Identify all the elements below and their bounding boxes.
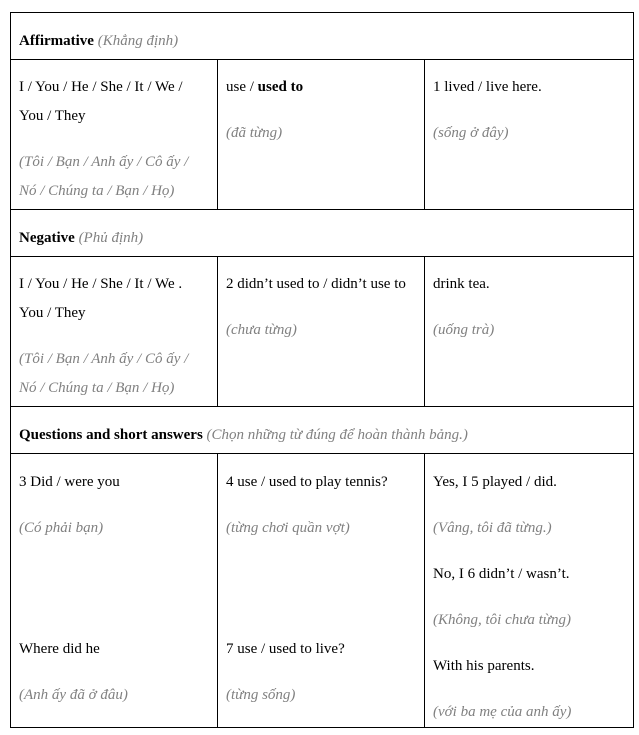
affirmative-header-row <box>11 13 634 60</box>
question-subject-cell <box>11 454 218 728</box>
affirmative-row <box>11 60 634 210</box>
section-translation: (Chọn những từ đúng để hoàn thành bảng.) <box>206 427 468 443</box>
subject-text: I / You / He / She / It / We . You / They <box>19 276 183 321</box>
section-translation: (Khẳng định) <box>97 33 179 49</box>
negative-header-row <box>11 210 634 257</box>
negative-row <box>11 257 634 407</box>
subject-translation: (Tôi / Bạn / Anh ấy / Cô ấy / Nó / Chúng ta / Bạn / Họ) <box>19 351 189 396</box>
section-title: Affirmative <box>19 33 94 49</box>
section-translation: (Phủ định) <box>78 230 144 246</box>
subject-cell <box>11 257 218 407</box>
questions-row <box>11 454 634 728</box>
answer-1-text: Yes, I 5 played / did. <box>433 474 557 490</box>
object-cell <box>425 60 634 210</box>
subject-translation: (Tôi / Bạn / Anh ấy / Cô ấy / Nó / Chúng ta / Bạn / Họ) <box>19 154 189 199</box>
verb-translation: (chưa từng) <box>226 322 297 338</box>
question-verb-cell <box>218 454 425 728</box>
answer-3-translation: (với ba mẹ của anh ấy) <box>433 704 572 720</box>
question-verb-1-text: 4 use / used to play tennis? <box>226 474 388 490</box>
grammar-table <box>10 12 634 728</box>
subject-text: I / You / He / She / It / We / You / They <box>19 79 183 124</box>
subject-cell <box>11 60 218 210</box>
questions-header <box>11 407 634 454</box>
verb-option: use / <box>226 79 258 95</box>
question-2-text: Where did he <box>19 641 100 657</box>
answer-2-translation: (Không, tôi chưa từng) <box>433 612 572 628</box>
question-verb-2-translation: (từng sống) <box>226 687 296 703</box>
verb-cell <box>218 257 425 407</box>
question-2-translation: (Anh ấy đã ở đâu) <box>19 687 128 703</box>
object-cell <box>425 257 634 407</box>
object-text: 1 lived / live here. <box>433 79 542 95</box>
answer-cell <box>425 454 634 728</box>
question-verb-2-text: 7 use / used to live? <box>226 641 345 657</box>
answer-2-text: No, I 6 didn’t / wasn’t. <box>433 566 570 582</box>
negative-header <box>11 210 634 257</box>
question-1-text: 3 Did / were you <box>19 474 120 490</box>
object-translation: (sống ở đây) <box>433 125 509 141</box>
question-1-translation: (Có phải bạn) <box>19 520 104 536</box>
affirmative-header <box>11 13 634 60</box>
object-text: drink tea. <box>433 276 490 292</box>
object-translation: (uống trà) <box>433 322 495 338</box>
verb-answer: used to <box>257 79 304 95</box>
answer-1-translation: (Vâng, tôi đã từng.) <box>433 520 552 536</box>
question-verb-1-translation: (từng chơi quần vợt) <box>226 520 350 536</box>
verb-translation: (đã từng) <box>226 125 283 141</box>
section-title: Questions and short answers <box>19 427 203 443</box>
verb-text: 2 didn’t used to / didn’t use to <box>226 276 406 292</box>
verb-cell <box>218 60 425 210</box>
answer-3-text: With his parents. <box>433 658 535 674</box>
section-title: Negative <box>19 230 75 246</box>
questions-header-row <box>11 407 634 454</box>
